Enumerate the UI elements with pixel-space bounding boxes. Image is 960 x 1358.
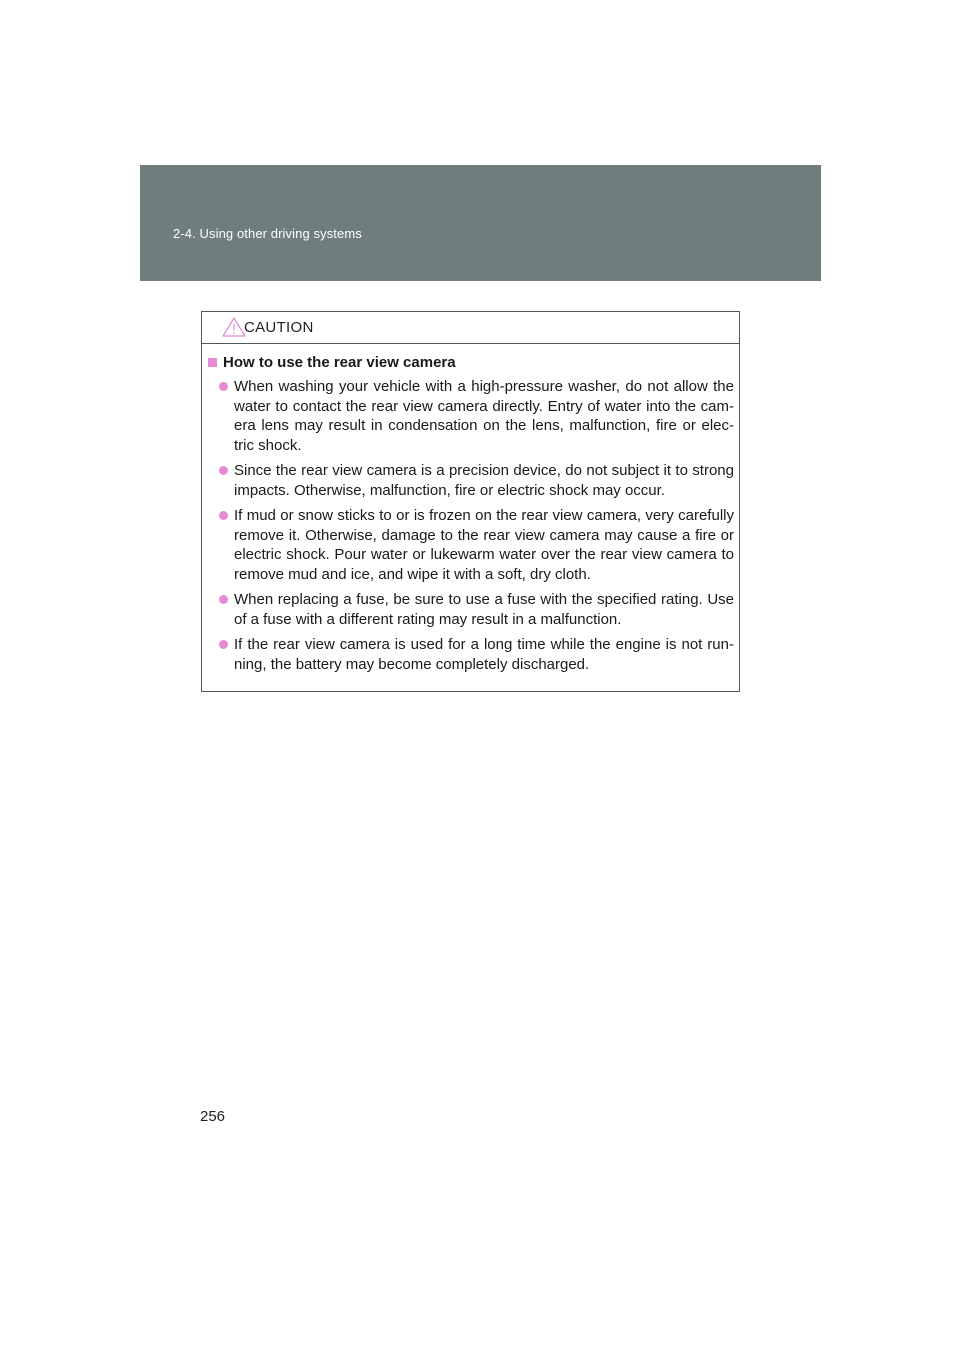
section-title: 2-4. Using other driving systems: [173, 226, 362, 241]
list-item: [208, 461, 734, 500]
list-item-text: When replacing a fuse, be sure to use a fuse with the specified rating. Use of a fuse with a different rating may result in a malfunction.: [234, 591, 734, 628]
caution-header: [202, 312, 739, 344]
round-bullet-icon: [219, 595, 228, 604]
round-bullet-icon: [219, 640, 228, 649]
list-item-text: If mud or snow sticks to or is frozen on the rear view camera, very carefully remove it. Otherwise, damage to the rear view camera may cause a fire or electric shock. Pour water or lukewarm water over the rear view camera to remove mud and ice, and wipe it with a soft, dry cloth.: [234, 507, 734, 583]
caution-label: CAUTION: [244, 319, 314, 336]
round-bullet-icon: [219, 511, 228, 520]
caution-body: [202, 344, 739, 674]
list-item: [208, 377, 734, 455]
list-item: [208, 635, 734, 674]
round-bullet-icon: [219, 382, 228, 391]
list-item-text: When washing your vehicle with a high-pressure washer, do not allow the water to contact the rear view camera directly. Entry of water into the cam-era lens may result in condensation on the lens, malfunction, fire or elec-tric shock.: [234, 378, 734, 454]
page-number: 256: [200, 1108, 226, 1125]
list-item-text: If the rear view camera is used for a long time while the engine is not run-ning, the battery may become completely discharged.: [234, 636, 734, 673]
round-bullet-icon: [219, 466, 228, 475]
list-item: [208, 506, 734, 584]
caution-topic-text: How to use the rear view camera: [223, 354, 456, 371]
caution-box: [201, 311, 740, 692]
list-item-text: Since the rear view camera is a precision device, do not subject it to strong impacts. Otherwise, malfunction, fire or electric shock may occur.: [234, 462, 734, 499]
list-item: [208, 590, 734, 629]
square-bullet-icon: [208, 358, 217, 367]
section-header-band: [140, 165, 821, 281]
caution-topic: [208, 354, 734, 371]
